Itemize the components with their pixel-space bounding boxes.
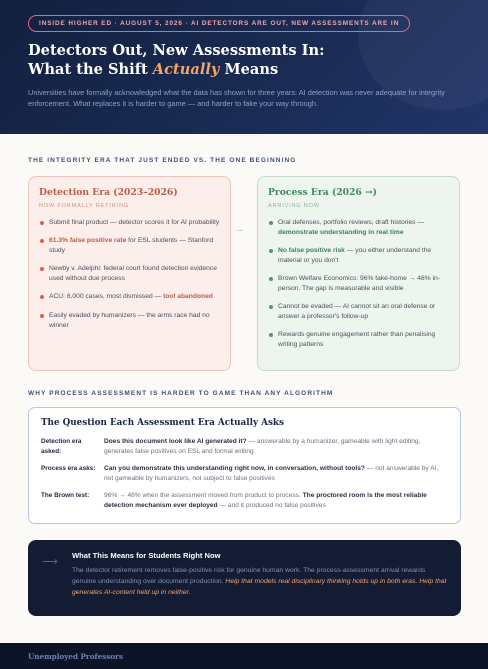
detection-era-list <box>39 218 220 330</box>
detection-era-card <box>28 176 231 371</box>
hero-header <box>0 0 488 134</box>
list-item: ACU: 6,000 cases, most dismissed — tool abandoned <box>39 292 220 302</box>
process-era-status: ARRIVING NOW <box>268 203 320 209</box>
detection-era-title: Detection Era (2023–2026) <box>39 187 178 198</box>
list-item: Easily evaded by humanizers — the arms race had no winner <box>39 311 220 331</box>
list-item: Brown Welfare Economics: 96% take-home → 48% in-person. The gap is measurable and visible <box>268 274 449 294</box>
detection-era-status: NOW FORMALLY RETIRING <box>39 203 129 209</box>
conclusion-callout <box>28 540 461 616</box>
bullet-dot-icon <box>269 305 273 309</box>
dateline-badge: INSIDE HIGHER ED · AUGUST 5, 2026 · AI DETECTORS ARE OUT, NEW ASSESSMENTS ARE IN <box>28 15 410 32</box>
bullet-dot-icon <box>40 239 44 243</box>
bullet-dot-icon <box>269 249 273 253</box>
bullet-dot-icon <box>269 333 273 337</box>
question-row-text: 96% → 48% when the assessment moved from product to process. The proctored room is the most reliable detection mechanism ever deployed — and it produced no false positives <box>104 492 427 509</box>
question-comparison-box <box>28 407 461 524</box>
list-item: No false positive risk — you either understand the material or you don't <box>268 246 449 266</box>
title-line-1: Detectors Out, New Assessments In: <box>28 42 325 59</box>
process-era-title: Process Era (2026 →) <box>268 187 378 198</box>
bullet-dot-icon <box>40 295 44 299</box>
question-row-label: The Brown test: <box>41 492 90 499</box>
bullet-dot-icon <box>269 221 273 225</box>
title-line-2: What the Shift Actually Means <box>28 61 279 78</box>
bullet-dot-icon <box>269 277 273 281</box>
conclusion-title: What This Means for Students Right Now <box>72 551 221 560</box>
lede-paragraph: Universities have formally acknowledged what the data has shown for three years: AI detection was never adequate for integrity enforcement. What replaces it is harder to game — and harder to fake your way through. <box>28 88 445 108</box>
list-item: Oral defenses, portfolio reviews, draft histories — demonstrate understanding in real time <box>268 218 449 238</box>
list-item: Newby v. Adelphi: federal court found detection evidence used without due process <box>39 264 220 284</box>
list-item: Rewards genuine engagement rather than penalising writing patterns <box>268 330 449 350</box>
conclusion-body: The detector retirement removes false-positive risk for genuine human work. The process-assessment arrival rewards genuine understanding over document production. Help that models real disciplinary thinking holds up in both eras. Help that generates AI-content held up in neither. <box>72 567 447 596</box>
footer-bar <box>0 643 488 669</box>
conclusion-emphasis: Help that models real disciplinary thinking holds up in both eras. Help that generates AI-content held up in neither. <box>72 578 447 596</box>
title-emphasis: Actually <box>152 61 220 78</box>
bullet-dot-icon <box>40 267 44 271</box>
long-arrow-icon: ⟶ <box>42 556 58 568</box>
question-row-text: Can you demonstrate this understanding right now, in conversation, without tools? — not answerable by AI, not gameable by humanizers, not subject to false positives <box>104 465 439 482</box>
question-box-title: The Question Each Assessment Era Actually Asks <box>41 418 284 428</box>
question-row-label: Process era asks: <box>41 465 96 472</box>
process-era-card <box>257 176 460 371</box>
footer-brand-link[interactable]: Unemployed Professors <box>28 652 123 661</box>
section-label-why: WHY PROCESS ASSESSMENT IS HARDER TO GAME THAN ANY ALGORITHM <box>28 390 334 397</box>
bullet-dot-icon <box>40 314 44 318</box>
list-item: Cannot be evaded — AI cannot sit an oral defense or answer a professor's follow-up <box>268 302 449 322</box>
section-label-eras: THE INTEGRITY ERA THAT JUST ENDED VS. THE ONE BEGINNING <box>28 157 297 164</box>
process-era-list <box>268 218 449 350</box>
page-title <box>28 41 324 79</box>
question-row-label: Detection era asked: <box>41 438 82 455</box>
question-row-text: Does this document look like AI generated it? — answerable by a humanizer, gameable with light editing, generates false positives on ESL and formal writing <box>104 438 421 455</box>
arrow-right-icon: → <box>234 223 245 235</box>
list-item: 61.3% false positive rate for ESL students — Stanford study <box>39 236 220 256</box>
list-item: Submit final product — detector scores it for AI probability <box>39 218 220 228</box>
bullet-dot-icon <box>40 221 44 225</box>
